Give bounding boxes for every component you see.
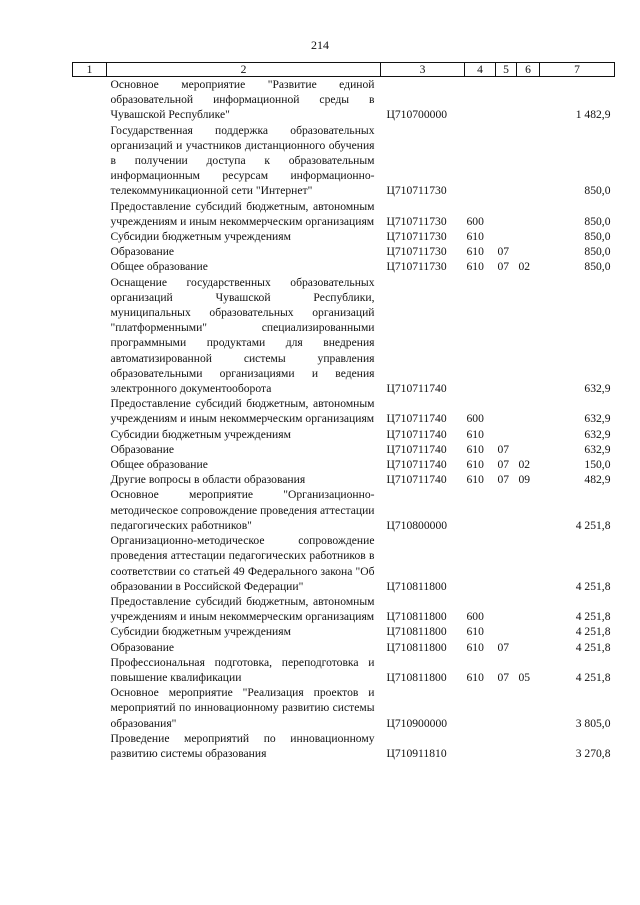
row-amount-cell: 850,0 (584, 230, 611, 244)
row-name-cell: Предоставление субсидий бюджетным, автономным учреждениям и иным некоммерческим организациям (110, 594, 375, 624)
row-code-cell: Ц710711740 (386, 442, 447, 456)
row-name-cell: Субсидии бюджетным учреждениям (110, 230, 291, 244)
row-spacer-cell (73, 442, 107, 457)
row-col4-cell: 610 (466, 230, 484, 244)
row-col6-cell (517, 199, 540, 229)
table-row (73, 259, 615, 274)
row-col5-cell: 07 (497, 640, 510, 654)
row-code-cell: Ц710711730 (386, 245, 447, 259)
row-spacer-cell (73, 472, 107, 487)
table-row (73, 533, 615, 594)
row-amount-cell: 3 805,0 (575, 716, 611, 730)
row-amount-cell: 4 251,8 (575, 610, 611, 624)
row-name-cell: Образование (110, 640, 175, 654)
row-spacer-cell (73, 487, 107, 533)
row-col4-cell: 600 (466, 412, 484, 426)
row-col6-cell (517, 427, 540, 442)
row-amount-cell: 4 251,8 (575, 625, 611, 639)
row-col4-cell (465, 275, 496, 397)
row-col6-cell (517, 275, 540, 397)
row-code-cell: Ц710700000 (386, 108, 448, 122)
table-row (73, 229, 615, 244)
row-col6-cell (517, 731, 540, 761)
row-col6-cell (517, 487, 540, 533)
row-amount-cell: 4 251,8 (575, 579, 611, 593)
table-row (73, 442, 615, 457)
row-col4-cell (465, 533, 496, 594)
row-code-cell: Ц710811800 (386, 670, 447, 684)
header-cell: 4 (465, 63, 496, 77)
table-row (73, 487, 615, 533)
row-col4-cell (465, 685, 496, 731)
row-spacer-cell (73, 594, 107, 624)
row-amount-cell: 632,9 (584, 442, 611, 456)
row-name-cell: Предоставление субсидий бюджетным, автономным учреждениям и иным некоммерческим организациям (110, 397, 375, 426)
page-number: 214 (311, 38, 329, 52)
row-spacer-cell (73, 77, 107, 123)
row-amount-cell: 632,9 (584, 427, 611, 441)
row-spacer-cell (73, 655, 107, 685)
row-col4-cell: 610 (466, 670, 484, 684)
row-code-cell: Ц710811800 (386, 610, 447, 624)
row-code-cell: Ц710711740 (386, 412, 447, 426)
row-col4-cell: 600 (466, 214, 484, 228)
row-code-cell: Ц710711740 (386, 382, 447, 396)
row-col4-cell (465, 77, 496, 123)
row-col4-cell: 600 (466, 610, 484, 624)
row-col5-cell (496, 594, 517, 624)
row-name-cell: Общее образование (110, 458, 208, 472)
row-col5-cell: 07 (497, 670, 510, 684)
row-col4-cell (465, 731, 496, 761)
row-col5-cell (496, 396, 517, 426)
row-col5-cell: 07 (497, 458, 510, 472)
row-spacer-cell (73, 685, 107, 731)
header-cell: 1 (73, 63, 107, 77)
table-row (73, 396, 615, 426)
row-code-cell: Ц710711730 (386, 184, 447, 198)
row-amount-cell: 3 270,8 (575, 746, 611, 760)
row-col6-cell: 02 (518, 260, 531, 274)
row-col4-cell (465, 487, 496, 533)
row-spacer-cell (73, 199, 107, 229)
row-code-cell: Ц710911810 (386, 746, 447, 760)
row-col5-cell (496, 624, 517, 639)
row-col5-cell (496, 487, 517, 533)
header-cell: 7 (540, 63, 615, 77)
row-col6-cell: 05 (518, 670, 531, 684)
row-amount-cell: 4 251,8 (575, 640, 611, 654)
row-amount-cell: 632,9 (584, 412, 611, 426)
row-code-cell: Ц710711730 (386, 230, 447, 244)
row-col5-cell (496, 685, 517, 731)
row-col6-cell (517, 123, 540, 199)
row-col5-cell: 07 (497, 473, 510, 487)
row-col4-cell: 610 (466, 260, 484, 274)
row-amount-cell: 632,9 (584, 382, 611, 396)
row-spacer-cell (73, 640, 107, 655)
header-cell: 2 (107, 63, 381, 77)
header-cell: 5 (496, 63, 517, 77)
table-row (73, 199, 615, 229)
row-name-cell: Оснащение государственных образовательных организаций Чувашской Республики, муниципальных образовательных организаций "платформенными" специализированными программными продуктами для внедрения автоматизированной системы управления образовательными организациями и ведения электронного документооборота (110, 275, 375, 396)
row-name-cell: Профессиональная подготовка, переподготовка и повышение квалификации (110, 655, 375, 684)
row-amount-cell: 850,0 (584, 245, 611, 259)
table-row (73, 685, 615, 731)
row-code-cell: Ц710711740 (386, 427, 447, 441)
row-name-cell: Субсидии бюджетным учреждениям (110, 427, 291, 441)
table-header-row (73, 63, 615, 77)
row-name-cell: Образование (110, 245, 175, 259)
table-row (73, 123, 615, 199)
row-amount-cell: 850,0 (584, 214, 611, 228)
row-amount-cell: 150,0 (584, 458, 611, 472)
row-name-cell: Основное мероприятие "Реализация проектов и мероприятий по инновационному развитию системы образования" (110, 686, 375, 730)
row-col5-cell (496, 427, 517, 442)
row-col4-cell: 610 (466, 640, 484, 654)
table-row (73, 640, 615, 655)
row-name-cell: Государственная поддержка образовательных организаций и участников дистанционного обучения в получении доступа к образовательным информационным ресурсам информационно-телекоммуникационной сети "Интернет" (110, 123, 375, 198)
row-col5-cell (496, 229, 517, 244)
row-col6-cell (517, 624, 540, 639)
row-amount-cell: 482,9 (584, 473, 611, 487)
table-row (73, 624, 615, 639)
row-spacer-cell (73, 275, 107, 397)
row-spacer-cell (73, 396, 107, 426)
row-name-cell: Предоставление субсидий бюджетным, автономным учреждениям и иным некоммерческим организациям (110, 199, 375, 228)
row-amount-cell: 4 251,8 (575, 670, 611, 684)
row-name-cell: Основное мероприятие "Развитие единой образовательной информационной среды в Чувашской Республике" (110, 78, 375, 122)
table-row (73, 244, 615, 259)
table-row (73, 457, 615, 472)
table-row (73, 427, 615, 442)
row-name-cell: Образование (110, 442, 175, 456)
row-col4-cell: 610 (466, 625, 484, 639)
row-spacer-cell (73, 123, 107, 199)
row-amount-cell: 850,0 (584, 184, 611, 198)
row-col6-cell: 09 (518, 473, 531, 487)
row-col5-cell: 07 (497, 260, 510, 274)
table-row (73, 472, 615, 487)
row-col4-cell: 610 (466, 458, 484, 472)
row-spacer-cell (73, 229, 107, 244)
row-col6-cell (517, 685, 540, 731)
row-col6-cell: 02 (518, 458, 531, 472)
header-cell: 3 (381, 63, 465, 77)
row-col4-cell: 610 (466, 245, 484, 259)
row-col5-cell (496, 533, 517, 594)
row-col4-cell: 610 (466, 473, 484, 487)
row-code-cell: Ц710811800 (386, 640, 447, 654)
row-amount-cell: 850,0 (584, 260, 611, 274)
row-spacer-cell (73, 624, 107, 639)
row-code-cell: Ц710811800 (386, 579, 447, 593)
row-spacer-cell (73, 259, 107, 274)
row-spacer-cell (73, 427, 107, 442)
row-spacer-cell (73, 533, 107, 594)
row-col6-cell (517, 396, 540, 426)
table-body (73, 77, 615, 762)
row-col6-cell (517, 594, 540, 624)
row-code-cell: Ц710711740 (386, 473, 447, 487)
row-col5-cell (496, 199, 517, 229)
row-col5-cell (496, 275, 517, 397)
table-row (73, 655, 615, 685)
row-name-cell: Другие вопросы в области образования (110, 473, 306, 487)
row-col4-cell: 610 (466, 442, 484, 456)
row-col6-cell (517, 77, 540, 123)
row-col5-cell (496, 731, 517, 761)
row-name-cell: Организационно-методическое сопровождение проведения аттестации педагогических работников в соответствии со статьей 49 Федерального закона "Об образовании в Российской Федерации" (110, 534, 375, 593)
row-col6-cell (517, 533, 540, 594)
row-amount-cell: 1 482,9 (575, 108, 611, 122)
row-col5-cell: 07 (497, 245, 510, 259)
row-col6-cell (517, 244, 540, 259)
row-code-cell: Ц710900000 (386, 716, 448, 730)
row-spacer-cell (73, 731, 107, 761)
row-col5-cell: 07 (497, 442, 510, 456)
budget-table (72, 62, 615, 761)
row-col5-cell (496, 77, 517, 123)
row-col6-cell (517, 229, 540, 244)
row-code-cell: Ц710811800 (386, 625, 447, 639)
row-spacer-cell (73, 244, 107, 259)
row-name-cell: Проведение мероприятий по инновационному развитию системы образования (110, 731, 375, 760)
row-code-cell: Ц710711730 (386, 260, 447, 274)
table-row (73, 594, 615, 624)
row-col6-cell (517, 640, 540, 655)
row-col5-cell (496, 123, 517, 199)
row-col6-cell (517, 442, 540, 457)
table-row (73, 731, 615, 761)
row-spacer-cell (73, 457, 107, 472)
row-name-cell: Основное мероприятие "Организационно-методическое сопровождение проведения аттестации педагогических работников" (110, 488, 375, 532)
row-col4-cell (465, 123, 496, 199)
row-name-cell: Общее образование (110, 260, 208, 274)
header-cell: 6 (517, 63, 540, 77)
row-amount-cell: 4 251,8 (575, 518, 611, 532)
row-code-cell: Ц710711740 (386, 458, 447, 472)
table-row (73, 77, 615, 123)
row-code-cell: Ц710800000 (386, 518, 448, 532)
row-code-cell: Ц710711730 (386, 214, 447, 228)
table-row (73, 275, 615, 397)
row-col4-cell: 610 (466, 427, 484, 441)
row-name-cell: Субсидии бюджетным учреждениям (110, 625, 291, 639)
